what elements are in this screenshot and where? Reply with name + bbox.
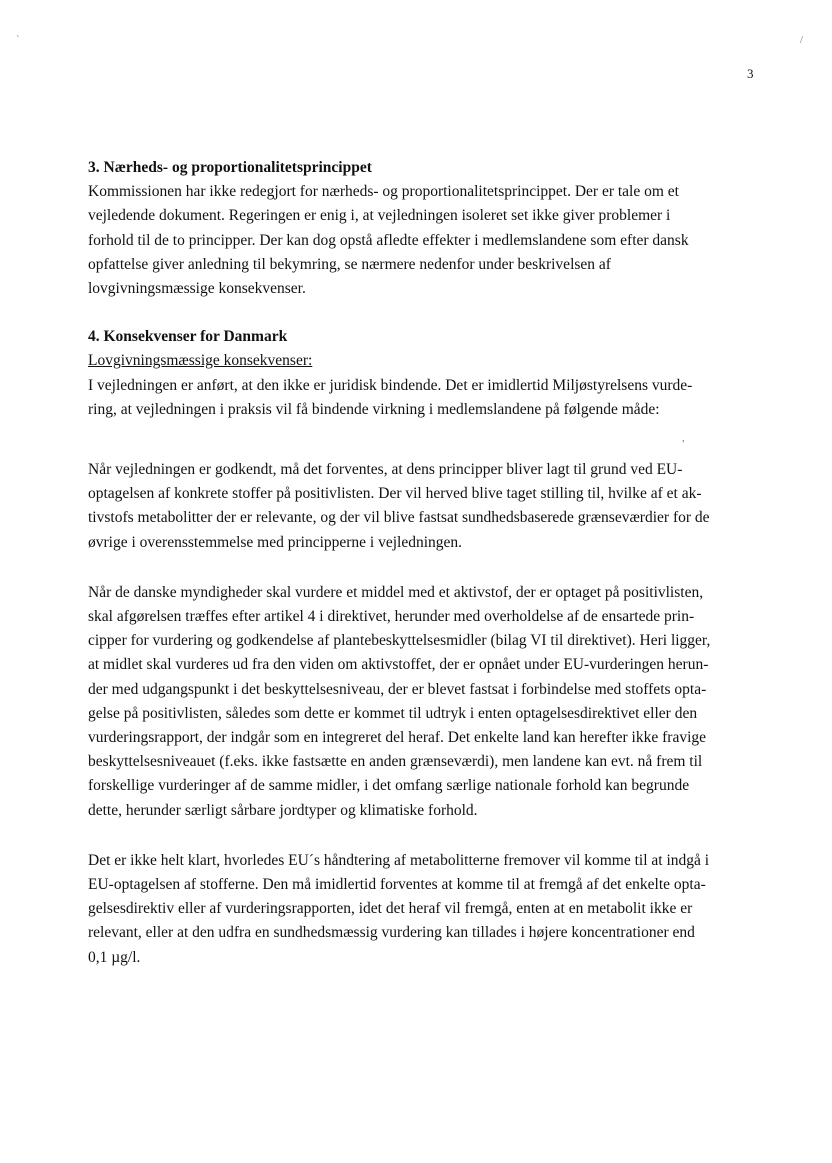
text-line: lovgivningsmæssige konsekvenser.	[88, 280, 306, 298]
subheading: Lovgivningsmæssige konsekvenser:	[88, 352, 313, 370]
text-line: EU-optagelsen af stofferne. Den må imidlertid forventes at komme til at fremgå af det enkelte opta-	[88, 876, 706, 894]
text-line: ring, at vejledningen i praksis vil få bindende virkning i medlemslandene på følgende måde:	[88, 400, 660, 418]
paragraph	[88, 458, 760, 555]
paragraph	[88, 374, 760, 422]
section-consequences	[88, 325, 760, 970]
text-line: 0,1 µg/l.	[88, 948, 141, 966]
scan-speck: `	[16, 34, 20, 46]
spacer	[88, 422, 760, 458]
spacer	[88, 301, 760, 325]
text-line: Kommissionen har ikke redegjort for nærheds- og proportionalitetsprincippet. Der er tale om et	[88, 183, 679, 201]
text-line: at midlet skal vurderes ud fra den viden om aktivstoffet, der er opnået under EU-vurderingen herun-	[88, 656, 709, 674]
text-line: cipper for vurdering og godkendelse af plantebeskyttelsesmidler (bilag VI til direktivet). Heri ligger,	[88, 632, 711, 650]
scan-speck: /	[800, 34, 804, 46]
text-line: forskellige vurderinger af de samme midler, i det omfang særlige nationale forhold kan begrunde	[88, 777, 690, 795]
text-line: opfattelse giver anledning til bekymring, se nærmere nedenfor under beskrivelsen af	[88, 255, 611, 273]
text-line: tivstofs metabolitter der er relevante, og der vil blive fastsat sundhedsbaserede grænseværdier for de	[88, 509, 710, 527]
page-number: 3	[747, 66, 754, 81]
scan-speck: ,	[682, 432, 685, 444]
text-line: I vejledningen er anført, at den ikke er juridisk bindende. Det er imidlertid Miljøstyrelsens vurde-	[88, 376, 693, 394]
paragraph	[88, 180, 760, 301]
paragraph	[88, 849, 760, 970]
text-line: beskyttelsesniveauet (f.eks. ikke fastsætte en anden grænseværdi), men landene kan evt. nå frem til	[88, 753, 703, 771]
text-line: øvrige i overensstemmelse med principperne i vejledningen.	[88, 533, 463, 551]
text-line: dette, herunder særligt sårbare jordtyper og klimatiske forhold.	[88, 801, 478, 819]
text-line: Det er ikke helt klart, hvorledes EU´s håndtering af metabolitterne fremover vil komme til at indgå i	[88, 851, 710, 869]
spacer	[88, 823, 760, 849]
section-heading: 3. Nærheds- og proportionalitetsprincippet	[88, 159, 372, 176]
text-line: der med udgangspunkt i det beskyttelsesniveau, der er blevet fastsat i forbindelse med stoffets opta-	[88, 680, 707, 698]
text-line: Når vejledningen er godkendt, må det forventes, at dens principper bliver lagt til grund ved EU-	[88, 461, 683, 479]
text-line: relevant, eller at den udfra en sundhedsmæssig vurdering kan tillades i højere koncentrationer end	[88, 924, 695, 942]
spacer	[88, 555, 760, 581]
text-line: skal afgørelsen træffes efter artikel 4 i direktivet, herunder med overholdelse af de ensartede prin-	[88, 608, 695, 626]
section-proportionality	[88, 156, 760, 301]
text-line: gelse på positivlisten, således som dette er kommet til udtryk i enten optagelsesdirektivet eller den	[88, 704, 698, 722]
text-line: vejledende dokument. Regeringen er enig i, at vejledningen isoleret set ikke giver problemer i	[88, 207, 671, 225]
text-line: gelsesdirektiv eller af vurderingsrapporten, idet det heraf vil fremgå, enten at en metabolit ikke er	[88, 900, 693, 918]
document-body	[88, 156, 760, 970]
text-line: forhold til de to principper. Der kan dog opstå afledte effekter i medlemslandene som efter dansk	[88, 231, 689, 249]
text-line: vurderingsrapport, der indgår som en integreret del heraf. Det enkelte land kan herefter ikke fravige	[88, 729, 707, 747]
text-line: optagelsen af konkrete stoffer på positivlisten. Der vil herved blive taget stilling til, hvilke af et ak-	[88, 485, 702, 503]
text-line: Når de danske myndigheder skal vurdere et middel med et aktivstof, der er optaget på positivlisten,	[88, 583, 704, 601]
section-heading: 4. Konsekvenser for Danmark	[88, 328, 288, 346]
paragraph	[88, 581, 760, 823]
